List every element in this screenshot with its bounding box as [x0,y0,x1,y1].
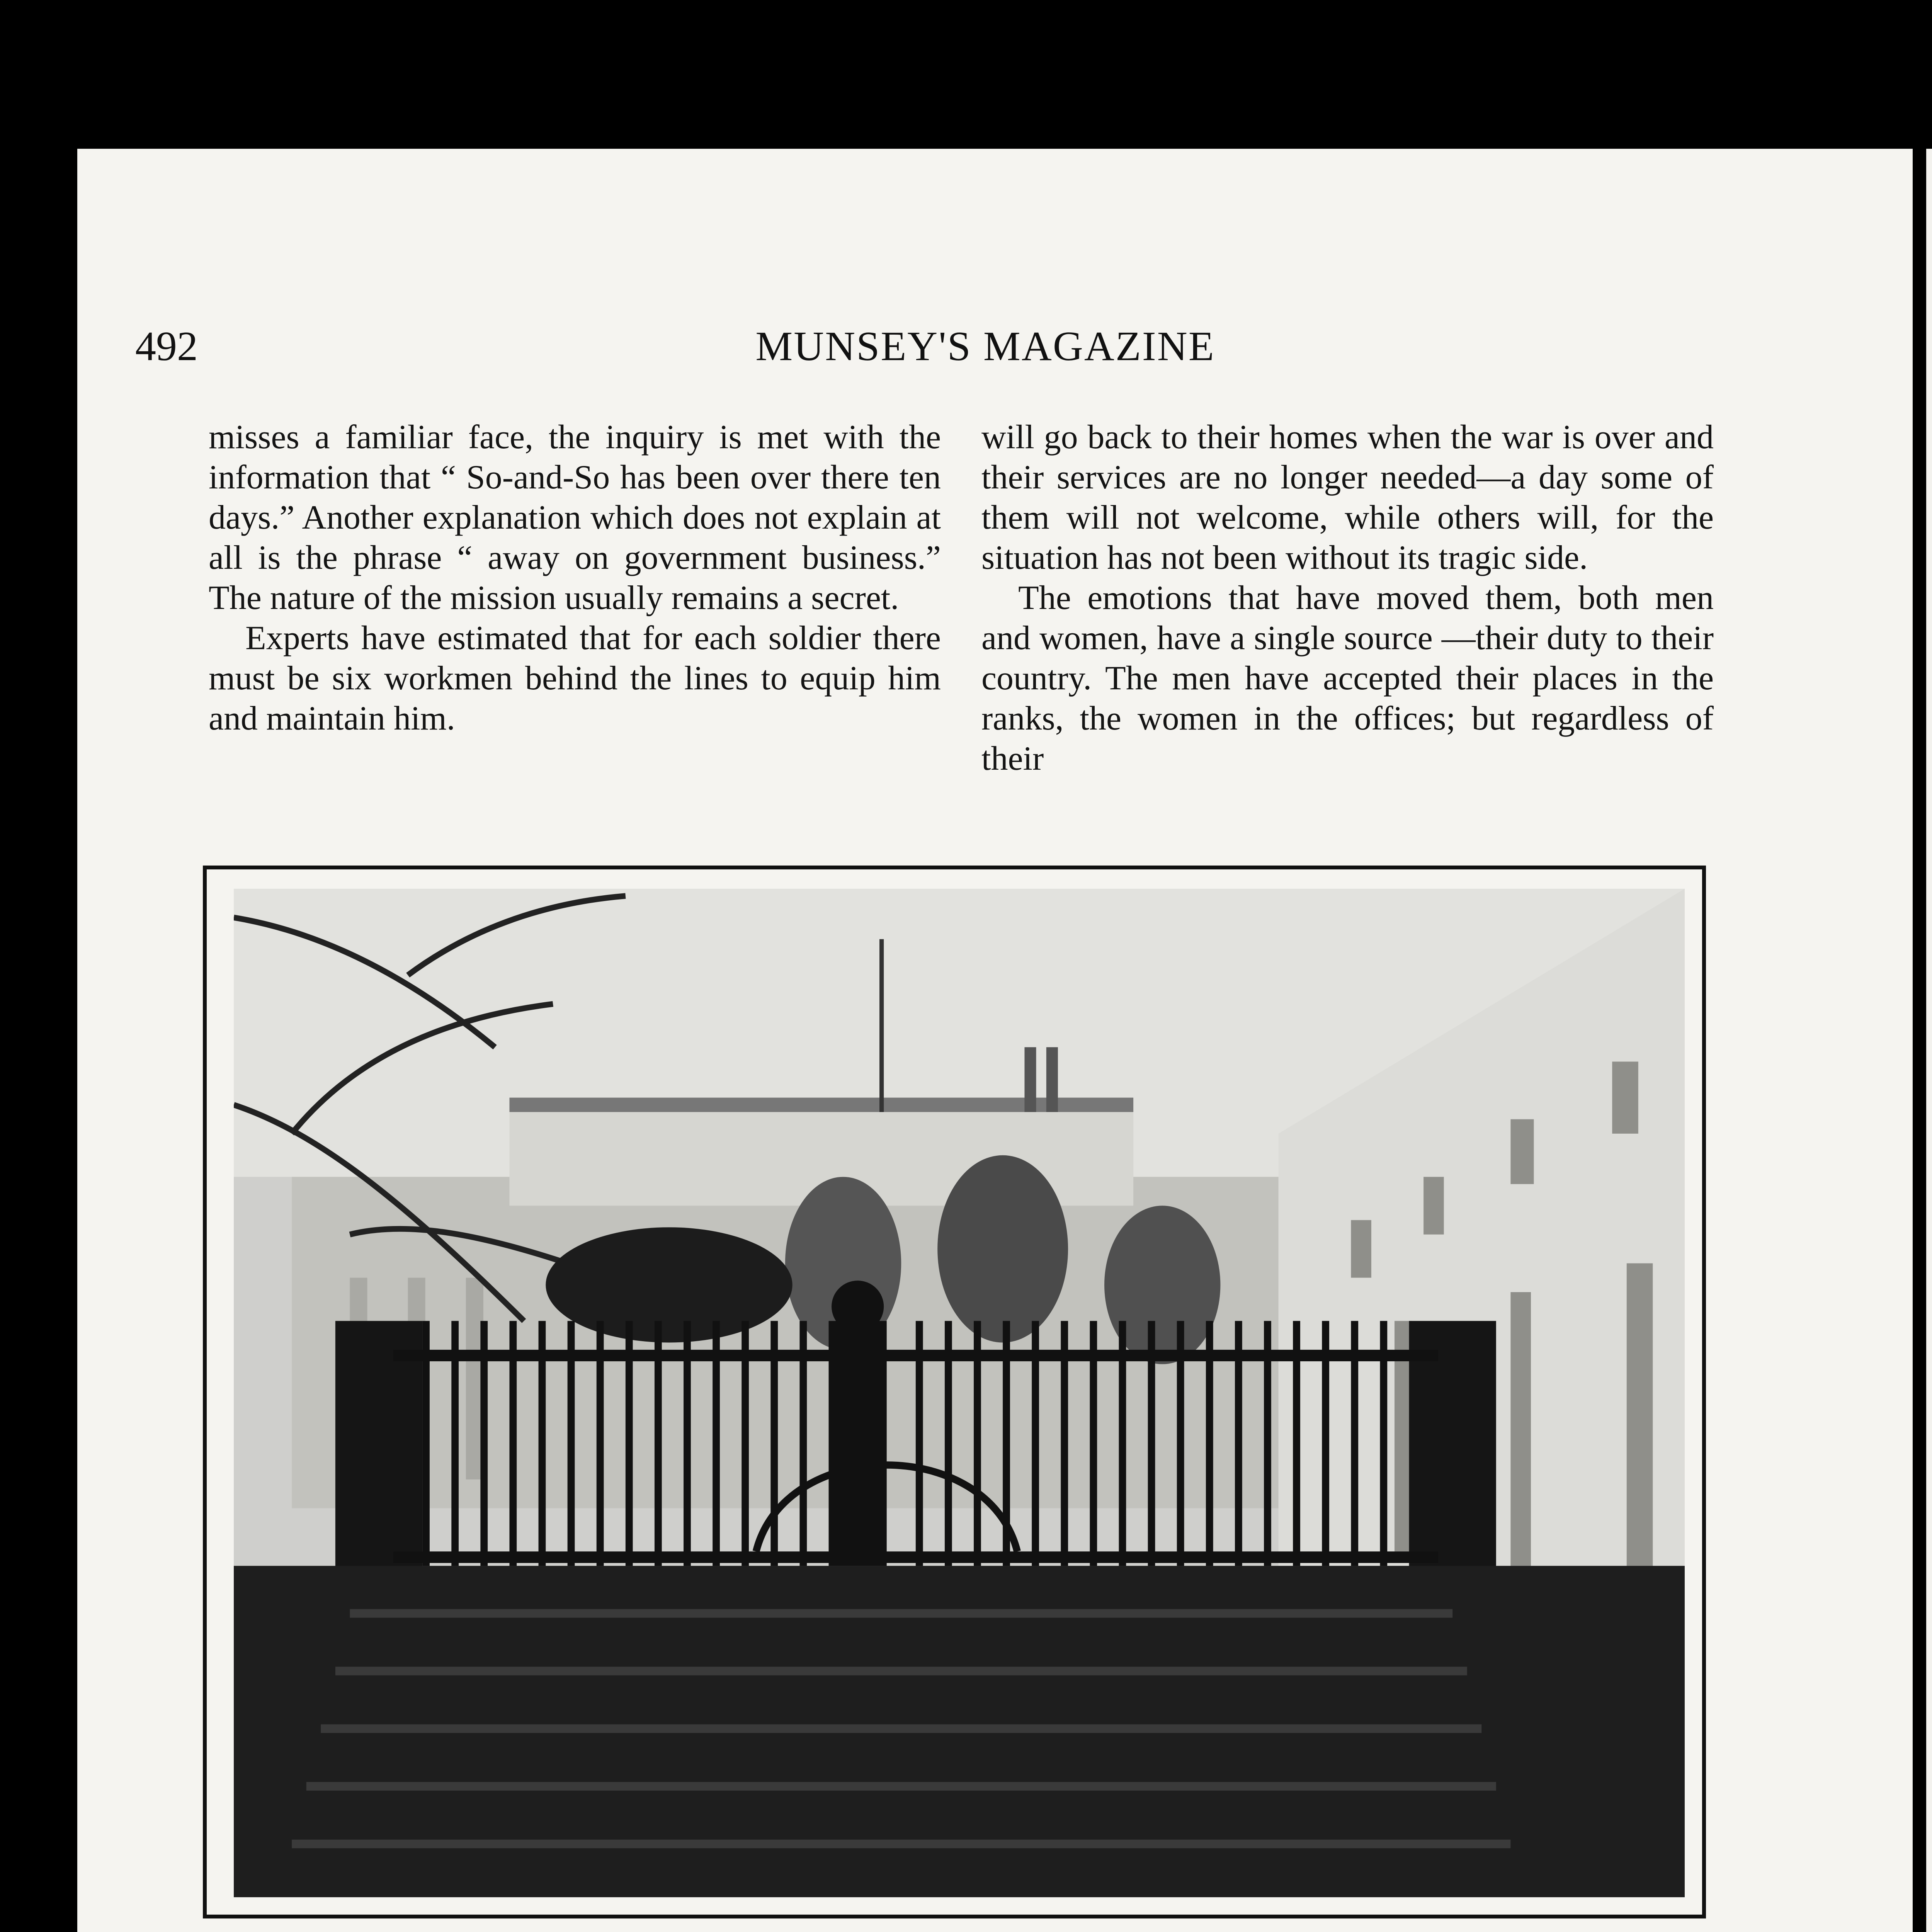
running-head: MUNSEY'S MAGAZINE [755,323,1215,369]
page-number: 492 [135,323,198,369]
top-left-column [209,417,941,739]
white-house-photo [234,889,1685,1897]
paragraph: will go back to their homes when the war is over and their services are no longer needed—a day some of them will not welcome, while others will, for the situation has not been without its tragic side. [981,418,1714,577]
paragraph: The emotions that have moved them, both men and women, have a single source —their duty to their country. The men have accepted their places in the ranks, the women in the offices; but regardless of their [981,579,1714,777]
facing-page-edge [1926,149,1932,1932]
paragraph: misses a familiar face, the inquiry is met with the information that “ So-and-So has been over there ten days.” Another explanation which does not explain at all is the phrase “ away on government business.” The nature of the mission usually remains a secret. [209,418,941,617]
photo-illustration [234,889,1685,1897]
photo-frame [203,866,1706,1918]
paragraph: Experts have estimated that for each soldier there must be six workmen behind the lines to equip him and maintain him. [209,619,941,737]
top-right-column [981,417,1714,779]
